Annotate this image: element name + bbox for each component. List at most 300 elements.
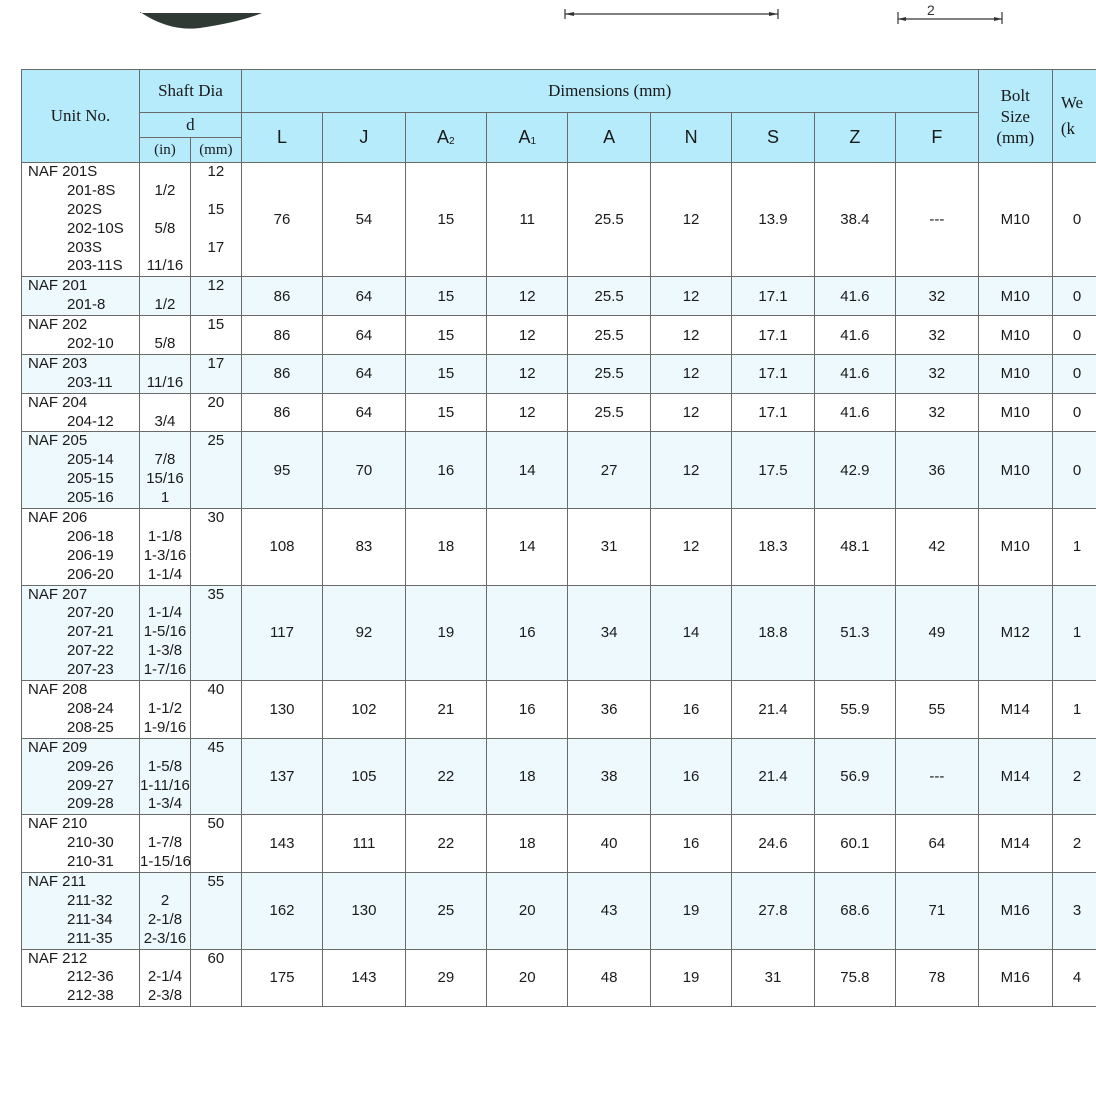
table-row bbox=[22, 872, 1096, 949]
shaft-mm-cell bbox=[190, 277, 241, 316]
unit-no-cell bbox=[22, 815, 140, 873]
dimension-cell: 143 bbox=[323, 949, 405, 1007]
dimension-cell: 14 bbox=[650, 585, 731, 680]
dimension-cell: 64 bbox=[323, 316, 405, 355]
table-row bbox=[22, 316, 1096, 355]
header-col-j: J bbox=[323, 113, 405, 163]
shaft-mm: 60 bbox=[207, 949, 225, 967]
dimension-cell: 13.9 bbox=[732, 163, 814, 277]
dimension-cell: 16 bbox=[650, 681, 731, 739]
shaft-inch: 1-3/4 bbox=[147, 795, 183, 813]
weight-cell: 4 bbox=[1052, 949, 1096, 1007]
shaft-inch bbox=[140, 239, 190, 258]
dimension-cell: 19 bbox=[650, 872, 731, 949]
dimension-cell: 18 bbox=[487, 815, 568, 873]
shaft-mm: 30 bbox=[207, 509, 225, 527]
unit-no-cell bbox=[22, 163, 140, 277]
shaft-mm bbox=[191, 528, 241, 547]
unit-no: NAF 206 bbox=[28, 509, 88, 527]
dimension-cell: 16 bbox=[650, 815, 731, 873]
dimension-cell: 18.3 bbox=[732, 509, 814, 586]
unit-no: 211-34 bbox=[67, 910, 113, 928]
unit-no: 201-8S bbox=[67, 181, 116, 199]
dimension-cell: 51.3 bbox=[814, 585, 895, 680]
unit-no: 211-32 bbox=[67, 891, 113, 909]
unit-no: NAF 201S bbox=[28, 163, 98, 180]
shaft-inch-cell bbox=[140, 354, 191, 393]
dimension-cell: 143 bbox=[241, 815, 322, 873]
unit-no-cell bbox=[22, 949, 140, 1007]
header-in: (in) bbox=[140, 138, 191, 163]
shaft-inch: 2-1/4 bbox=[147, 968, 183, 986]
dimension-cell: 38 bbox=[568, 738, 650, 815]
dimension-cell: 19 bbox=[650, 949, 731, 1007]
dimension-cell: 12 bbox=[487, 393, 568, 432]
unit-no: NAF 205 bbox=[28, 432, 88, 450]
shaft-inch bbox=[140, 739, 190, 758]
unit-no: 206-19 bbox=[67, 546, 114, 564]
bearing-drawing-fragment bbox=[0, 0, 1096, 40]
shaft-inch: 1-5/16 bbox=[143, 623, 187, 641]
dimension-cell: 130 bbox=[323, 872, 405, 949]
shaft-inch bbox=[140, 586, 190, 605]
dimension-cell: 31 bbox=[568, 509, 650, 586]
header-col-a2: $A_2$ bbox=[405, 113, 486, 163]
unit-no: NAF 203 bbox=[28, 354, 88, 372]
bolt-size-cell: M16 bbox=[978, 949, 1052, 1007]
shaft-mm bbox=[191, 642, 241, 661]
shaft-mm: 17 bbox=[207, 354, 225, 372]
unit-no: 207-21 bbox=[67, 623, 114, 641]
dimension-cell: 20 bbox=[487, 872, 568, 949]
dimension-cell: 12 bbox=[650, 354, 731, 393]
weight-cell: 2 bbox=[1052, 815, 1096, 873]
dimension-cell: 15 bbox=[405, 316, 486, 355]
dimension-cell: 18.8 bbox=[732, 585, 814, 680]
shaft-mm bbox=[191, 451, 241, 470]
dimension-cell: 71 bbox=[896, 872, 979, 949]
dimension-cell: 25 bbox=[405, 872, 486, 949]
dimension-cell: 76 bbox=[241, 163, 322, 277]
dimension-cell: 64 bbox=[323, 393, 405, 432]
weight-cell: 1 bbox=[1052, 681, 1096, 739]
shaft-mm: 25 bbox=[207, 432, 225, 450]
table-row bbox=[22, 585, 1096, 680]
dimension-cell: 43 bbox=[568, 872, 650, 949]
shaft-mm bbox=[191, 489, 241, 508]
shaft-inch bbox=[140, 394, 190, 413]
unit-no: 209-27 bbox=[67, 776, 114, 794]
shaft-mm-cell bbox=[190, 681, 241, 739]
unit-no: 201-8 bbox=[67, 296, 106, 314]
unit-no: 212-36 bbox=[67, 968, 114, 986]
dimension-cell: 24.6 bbox=[732, 815, 814, 873]
bolt-size-cell: M10 bbox=[978, 163, 1052, 277]
unit-no-cell bbox=[22, 738, 140, 815]
shaft-inch bbox=[140, 432, 190, 451]
unit-no-cell bbox=[22, 872, 140, 949]
unit-no: 202-10S bbox=[67, 219, 124, 237]
dimension-cell: 42 bbox=[896, 509, 979, 586]
shaft-mm-cell bbox=[190, 393, 241, 432]
unit-no: 202S bbox=[67, 200, 103, 218]
shaft-inch: 1-9/16 bbox=[143, 718, 187, 736]
dimension-cell: 22 bbox=[405, 738, 486, 815]
shaft-mm bbox=[191, 892, 241, 911]
dimension-cell: 56.9 bbox=[814, 738, 895, 815]
dimension-cell: 16 bbox=[487, 585, 568, 680]
unit-no-cell bbox=[22, 393, 140, 432]
dimension-cell: 32 bbox=[896, 316, 979, 355]
unit-no: 203-11S bbox=[67, 257, 123, 275]
shaft-inch bbox=[140, 277, 190, 296]
dimension-cell: 17.1 bbox=[732, 393, 814, 432]
dimension-cell: 55.9 bbox=[814, 681, 895, 739]
dimension-cell: 60.1 bbox=[814, 815, 895, 873]
shaft-inch: 1-3/8 bbox=[147, 642, 183, 660]
dimension-cell: 25.5 bbox=[568, 393, 650, 432]
dimension-cell: 64 bbox=[323, 277, 405, 316]
shaft-inch-cell bbox=[140, 872, 191, 949]
dimension-cell: 95 bbox=[241, 432, 322, 509]
unit-no: 211-35 bbox=[67, 929, 113, 947]
shaft-inch-cell bbox=[140, 681, 191, 739]
dimension-cell: 25.5 bbox=[568, 354, 650, 393]
table-row bbox=[22, 432, 1096, 509]
shaft-inch: 7/8 bbox=[154, 451, 176, 469]
shaft-mm bbox=[191, 700, 241, 719]
shaft-mm bbox=[191, 719, 241, 738]
bolt-size-cell: M14 bbox=[978, 681, 1052, 739]
dimension-cell: 117 bbox=[241, 585, 322, 680]
shaft-mm bbox=[191, 795, 241, 814]
bearing-shape-fragment bbox=[140, 12, 262, 29]
dimension-cell: 15 bbox=[405, 277, 486, 316]
dimension-cell: 64 bbox=[323, 354, 405, 393]
dimension-cell: 12 bbox=[650, 277, 731, 316]
dimension-cell: 42.9 bbox=[814, 432, 895, 509]
header-unit-no: Unit No. bbox=[22, 70, 140, 163]
shaft-inch: 1-1/4 bbox=[147, 565, 183, 583]
header-col-s: S bbox=[732, 113, 814, 163]
shaft-mm bbox=[191, 623, 241, 642]
dimension-cell: 12 bbox=[487, 277, 568, 316]
dimension-cell: 19 bbox=[405, 585, 486, 680]
dimension-cell: 102 bbox=[323, 681, 405, 739]
bolt-size-cell: M10 bbox=[978, 509, 1052, 586]
weight-cell: 0 bbox=[1052, 277, 1096, 316]
shaft-inch-cell bbox=[140, 277, 191, 316]
weight-cell: 1 bbox=[1052, 585, 1096, 680]
shaft-inch-cell bbox=[140, 393, 191, 432]
dimension-cell: 17.1 bbox=[732, 354, 814, 393]
bolt-size-cell: M14 bbox=[978, 738, 1052, 815]
dimension-cell: 41.6 bbox=[814, 277, 895, 316]
header-col-l: L bbox=[241, 113, 322, 163]
dimension-cell: 21.4 bbox=[732, 681, 814, 739]
dimension-cell: 25.5 bbox=[568, 163, 650, 277]
shaft-mm: 20 bbox=[207, 393, 225, 411]
shaft-inch: 5/8 bbox=[154, 335, 176, 353]
dimension-cell: 86 bbox=[241, 393, 322, 432]
shaft-mm-cell bbox=[190, 949, 241, 1007]
shaft-mm bbox=[191, 374, 241, 393]
unit-no-cell bbox=[22, 585, 140, 680]
dimension-cell: 40 bbox=[568, 815, 650, 873]
dimension-cell: 162 bbox=[241, 872, 322, 949]
dimension-cell: 17.5 bbox=[732, 432, 814, 509]
shaft-inch: 1/2 bbox=[154, 181, 176, 199]
dimension-cell: 14 bbox=[487, 432, 568, 509]
bolt-size-cell: M10 bbox=[978, 354, 1052, 393]
shaft-inch: 2-1/8 bbox=[147, 910, 183, 928]
unit-no: 206-20 bbox=[67, 565, 114, 583]
shaft-mm: 15 bbox=[207, 316, 225, 334]
dimension-cell: 108 bbox=[241, 509, 322, 586]
shaft-mm-cell bbox=[190, 354, 241, 393]
unit-no: 203S bbox=[67, 238, 103, 256]
shaft-inch-cell bbox=[140, 738, 191, 815]
shaft-mm bbox=[191, 470, 241, 489]
dimension-cell: 15 bbox=[405, 393, 486, 432]
shaft-mm bbox=[191, 930, 241, 949]
weight-cell: 1 bbox=[1052, 509, 1096, 586]
header-col-a: A bbox=[568, 113, 650, 163]
weight-cell: 0 bbox=[1052, 432, 1096, 509]
shaft-mm bbox=[191, 968, 241, 987]
shaft-inch bbox=[140, 950, 190, 969]
shaft-mm: 55 bbox=[207, 872, 225, 890]
shaft-inch: 11/16 bbox=[146, 257, 184, 275]
shaft-mm bbox=[191, 547, 241, 566]
dimension-cell: 137 bbox=[241, 738, 322, 815]
dimension-cell: 75.8 bbox=[814, 949, 895, 1007]
dimension-cell: 21 bbox=[405, 681, 486, 739]
dimension-cell: 32 bbox=[896, 277, 979, 316]
shaft-inch: 11/16 bbox=[146, 373, 184, 391]
dimension-cell: 68.6 bbox=[814, 872, 895, 949]
bolt-size-cell: M16 bbox=[978, 872, 1052, 949]
shaft-mm: 50 bbox=[207, 815, 225, 833]
shaft-inch-cell bbox=[140, 509, 191, 586]
table-row bbox=[22, 815, 1096, 873]
shaft-mm bbox=[191, 911, 241, 930]
unit-no: 206-18 bbox=[67, 527, 114, 545]
dimension-cell: 34 bbox=[568, 585, 650, 680]
dimension-cell: 78 bbox=[896, 949, 979, 1007]
header-col-a1: $A_1$ bbox=[487, 113, 568, 163]
dimension-cell: 15 bbox=[405, 354, 486, 393]
shaft-mm bbox=[191, 296, 241, 315]
shaft-mm bbox=[191, 661, 241, 680]
dimension-cell: 12 bbox=[650, 316, 731, 355]
unit-no: NAF 202 bbox=[28, 316, 88, 334]
dimension-cell: 36 bbox=[568, 681, 650, 739]
dimension-cell: 49 bbox=[896, 585, 979, 680]
dimension-cell: 12 bbox=[650, 509, 731, 586]
unit-no: 208-24 bbox=[67, 699, 114, 717]
shaft-inch bbox=[140, 509, 190, 528]
dimension-cell: 22 bbox=[405, 815, 486, 873]
shaft-inch bbox=[140, 316, 190, 335]
shaft-inch-cell bbox=[140, 316, 191, 355]
shaft-inch-cell bbox=[140, 163, 191, 277]
unit-no-cell bbox=[22, 509, 140, 586]
dimension-cell: 38.4 bbox=[814, 163, 895, 277]
header-dimensions: Dimensions (mm) bbox=[241, 70, 978, 113]
unit-no: NAF 209 bbox=[28, 738, 88, 756]
unit-no: NAF 207 bbox=[28, 585, 88, 603]
shaft-inch bbox=[140, 201, 190, 220]
unit-no-cell bbox=[22, 354, 140, 393]
shaft-mm bbox=[191, 220, 241, 239]
dimension-label: 2 bbox=[927, 2, 935, 18]
shaft-inch: 1/2 bbox=[154, 296, 176, 314]
bolt-size-cell: M12 bbox=[978, 585, 1052, 680]
shaft-mm-cell bbox=[190, 815, 241, 873]
shaft-inch: 2-3/16 bbox=[143, 929, 187, 947]
unit-no-cell bbox=[22, 277, 140, 316]
header-weight: We (k bbox=[1052, 70, 1096, 163]
shaft-mm-cell bbox=[190, 509, 241, 586]
shaft-mm-cell bbox=[190, 432, 241, 509]
dimension-cell: 86 bbox=[241, 277, 322, 316]
bolt-size-cell: M10 bbox=[978, 432, 1052, 509]
shaft-mm bbox=[191, 335, 241, 354]
weight-cell: 0 bbox=[1052, 354, 1096, 393]
dimension-cell: 29 bbox=[405, 949, 486, 1007]
shaft-mm-cell bbox=[190, 585, 241, 680]
shaft-mm: 17 bbox=[207, 238, 225, 256]
unit-no: 210-31 bbox=[67, 853, 114, 871]
shaft-inch: 1-15/16 bbox=[140, 853, 191, 871]
dimension-cell: 16 bbox=[405, 432, 486, 509]
dimension-cell: 36 bbox=[896, 432, 979, 509]
table-row bbox=[22, 354, 1096, 393]
dimension-cell: 25.5 bbox=[568, 277, 650, 316]
dimension-cell: 92 bbox=[323, 585, 405, 680]
unit-no: 204-12 bbox=[67, 412, 114, 430]
shaft-inch: 5/8 bbox=[154, 219, 176, 237]
table-body bbox=[22, 163, 1096, 1007]
shaft-inch bbox=[140, 815, 190, 834]
dimension-cell: --- bbox=[896, 163, 979, 277]
shaft-mm-cell bbox=[190, 872, 241, 949]
dimension-cell: 12 bbox=[650, 393, 731, 432]
shaft-inch: 1-5/8 bbox=[147, 757, 183, 775]
weight-cell: 0 bbox=[1052, 163, 1096, 277]
unit-no-cell bbox=[22, 316, 140, 355]
dimension-cell: 25.5 bbox=[568, 316, 650, 355]
dimension-cell: 17.1 bbox=[732, 277, 814, 316]
dimension-cell: 20 bbox=[487, 949, 568, 1007]
dimension-cell: 41.6 bbox=[814, 354, 895, 393]
shaft-mm bbox=[191, 413, 241, 432]
dimension-cell: 31 bbox=[732, 949, 814, 1007]
shaft-inch: 1-1/2 bbox=[147, 699, 183, 717]
bolt-size-cell: M14 bbox=[978, 815, 1052, 873]
header-d: d bbox=[140, 113, 242, 138]
dimension-cell: 41.6 bbox=[814, 393, 895, 432]
shaft-inch bbox=[140, 873, 190, 892]
dimension-cell: 32 bbox=[896, 393, 979, 432]
shaft-mm bbox=[191, 987, 241, 1006]
unit-no: 207-23 bbox=[67, 661, 114, 679]
shaft-mm bbox=[191, 758, 241, 777]
shaft-mm bbox=[191, 777, 241, 796]
unit-no: NAF 208 bbox=[28, 681, 88, 699]
shaft-mm bbox=[191, 853, 241, 872]
shaft-mm bbox=[191, 257, 241, 276]
unit-no: 202-10 bbox=[67, 335, 114, 353]
bolt-size-cell: M10 bbox=[978, 277, 1052, 316]
dimension-cell: 175 bbox=[241, 949, 322, 1007]
shaft-inch: 2 bbox=[160, 891, 170, 909]
unit-no: NAF 201 bbox=[28, 277, 88, 295]
table-row bbox=[22, 509, 1096, 586]
dimension-cell: 12 bbox=[650, 432, 731, 509]
shaft-mm-cell bbox=[190, 316, 241, 355]
shaft-mm-cell bbox=[190, 738, 241, 815]
dimension-cell: 12 bbox=[650, 163, 731, 277]
header-col-z: Z bbox=[814, 113, 895, 163]
dimension-cell: 12 bbox=[487, 354, 568, 393]
unit-no: 205-15 bbox=[67, 470, 114, 488]
shaft-mm: 12 bbox=[207, 163, 225, 180]
bolt-size-cell: M10 bbox=[978, 393, 1052, 432]
shaft-inch: 2-3/8 bbox=[147, 987, 183, 1005]
dimension-cell: 54 bbox=[323, 163, 405, 277]
dimension-cell: 14 bbox=[487, 509, 568, 586]
dimension-cell: 130 bbox=[241, 681, 322, 739]
header-col-f: F bbox=[896, 113, 979, 163]
shaft-inch: 1-11/16 bbox=[140, 776, 190, 794]
shaft-inch: 1-7/16 bbox=[143, 661, 187, 679]
shaft-inch-cell bbox=[140, 949, 191, 1007]
header-mm: (mm) bbox=[190, 138, 241, 163]
dimension-cell: 27.8 bbox=[732, 872, 814, 949]
shaft-inch-cell bbox=[140, 815, 191, 873]
weight-cell: 0 bbox=[1052, 316, 1096, 355]
unit-no: NAF 210 bbox=[28, 815, 88, 833]
unit-no-cell bbox=[22, 681, 140, 739]
dimension-cell: 12 bbox=[487, 316, 568, 355]
shaft-mm-cell bbox=[190, 163, 241, 277]
unit-no: 209-26 bbox=[67, 757, 114, 775]
unit-no: NAF 211 bbox=[28, 872, 87, 890]
dimension-cell: 105 bbox=[323, 738, 405, 815]
unit-no: NAF 212 bbox=[28, 949, 88, 967]
bolt-size-cell: M10 bbox=[978, 316, 1052, 355]
dimension-cell: 70 bbox=[323, 432, 405, 509]
unit-no: 208-25 bbox=[67, 718, 114, 736]
dimension-cell: 83 bbox=[323, 509, 405, 586]
weight-cell: 3 bbox=[1052, 872, 1096, 949]
dimension-cell: 16 bbox=[487, 681, 568, 739]
table-row bbox=[22, 277, 1096, 316]
shaft-inch: 1-3/16 bbox=[143, 546, 187, 564]
dimension-cell: 32 bbox=[896, 354, 979, 393]
dimension-cell: 41.6 bbox=[814, 316, 895, 355]
dimension-cell: 17.1 bbox=[732, 316, 814, 355]
header-col-n: N bbox=[650, 113, 731, 163]
dimension-cell: 27 bbox=[568, 432, 650, 509]
shaft-mm: 35 bbox=[207, 585, 225, 603]
shaft-inch-cell bbox=[140, 585, 191, 680]
shaft-inch: 1-1/8 bbox=[147, 527, 183, 545]
weight-cell: 2 bbox=[1052, 738, 1096, 815]
dimension-cell: 64 bbox=[896, 815, 979, 873]
